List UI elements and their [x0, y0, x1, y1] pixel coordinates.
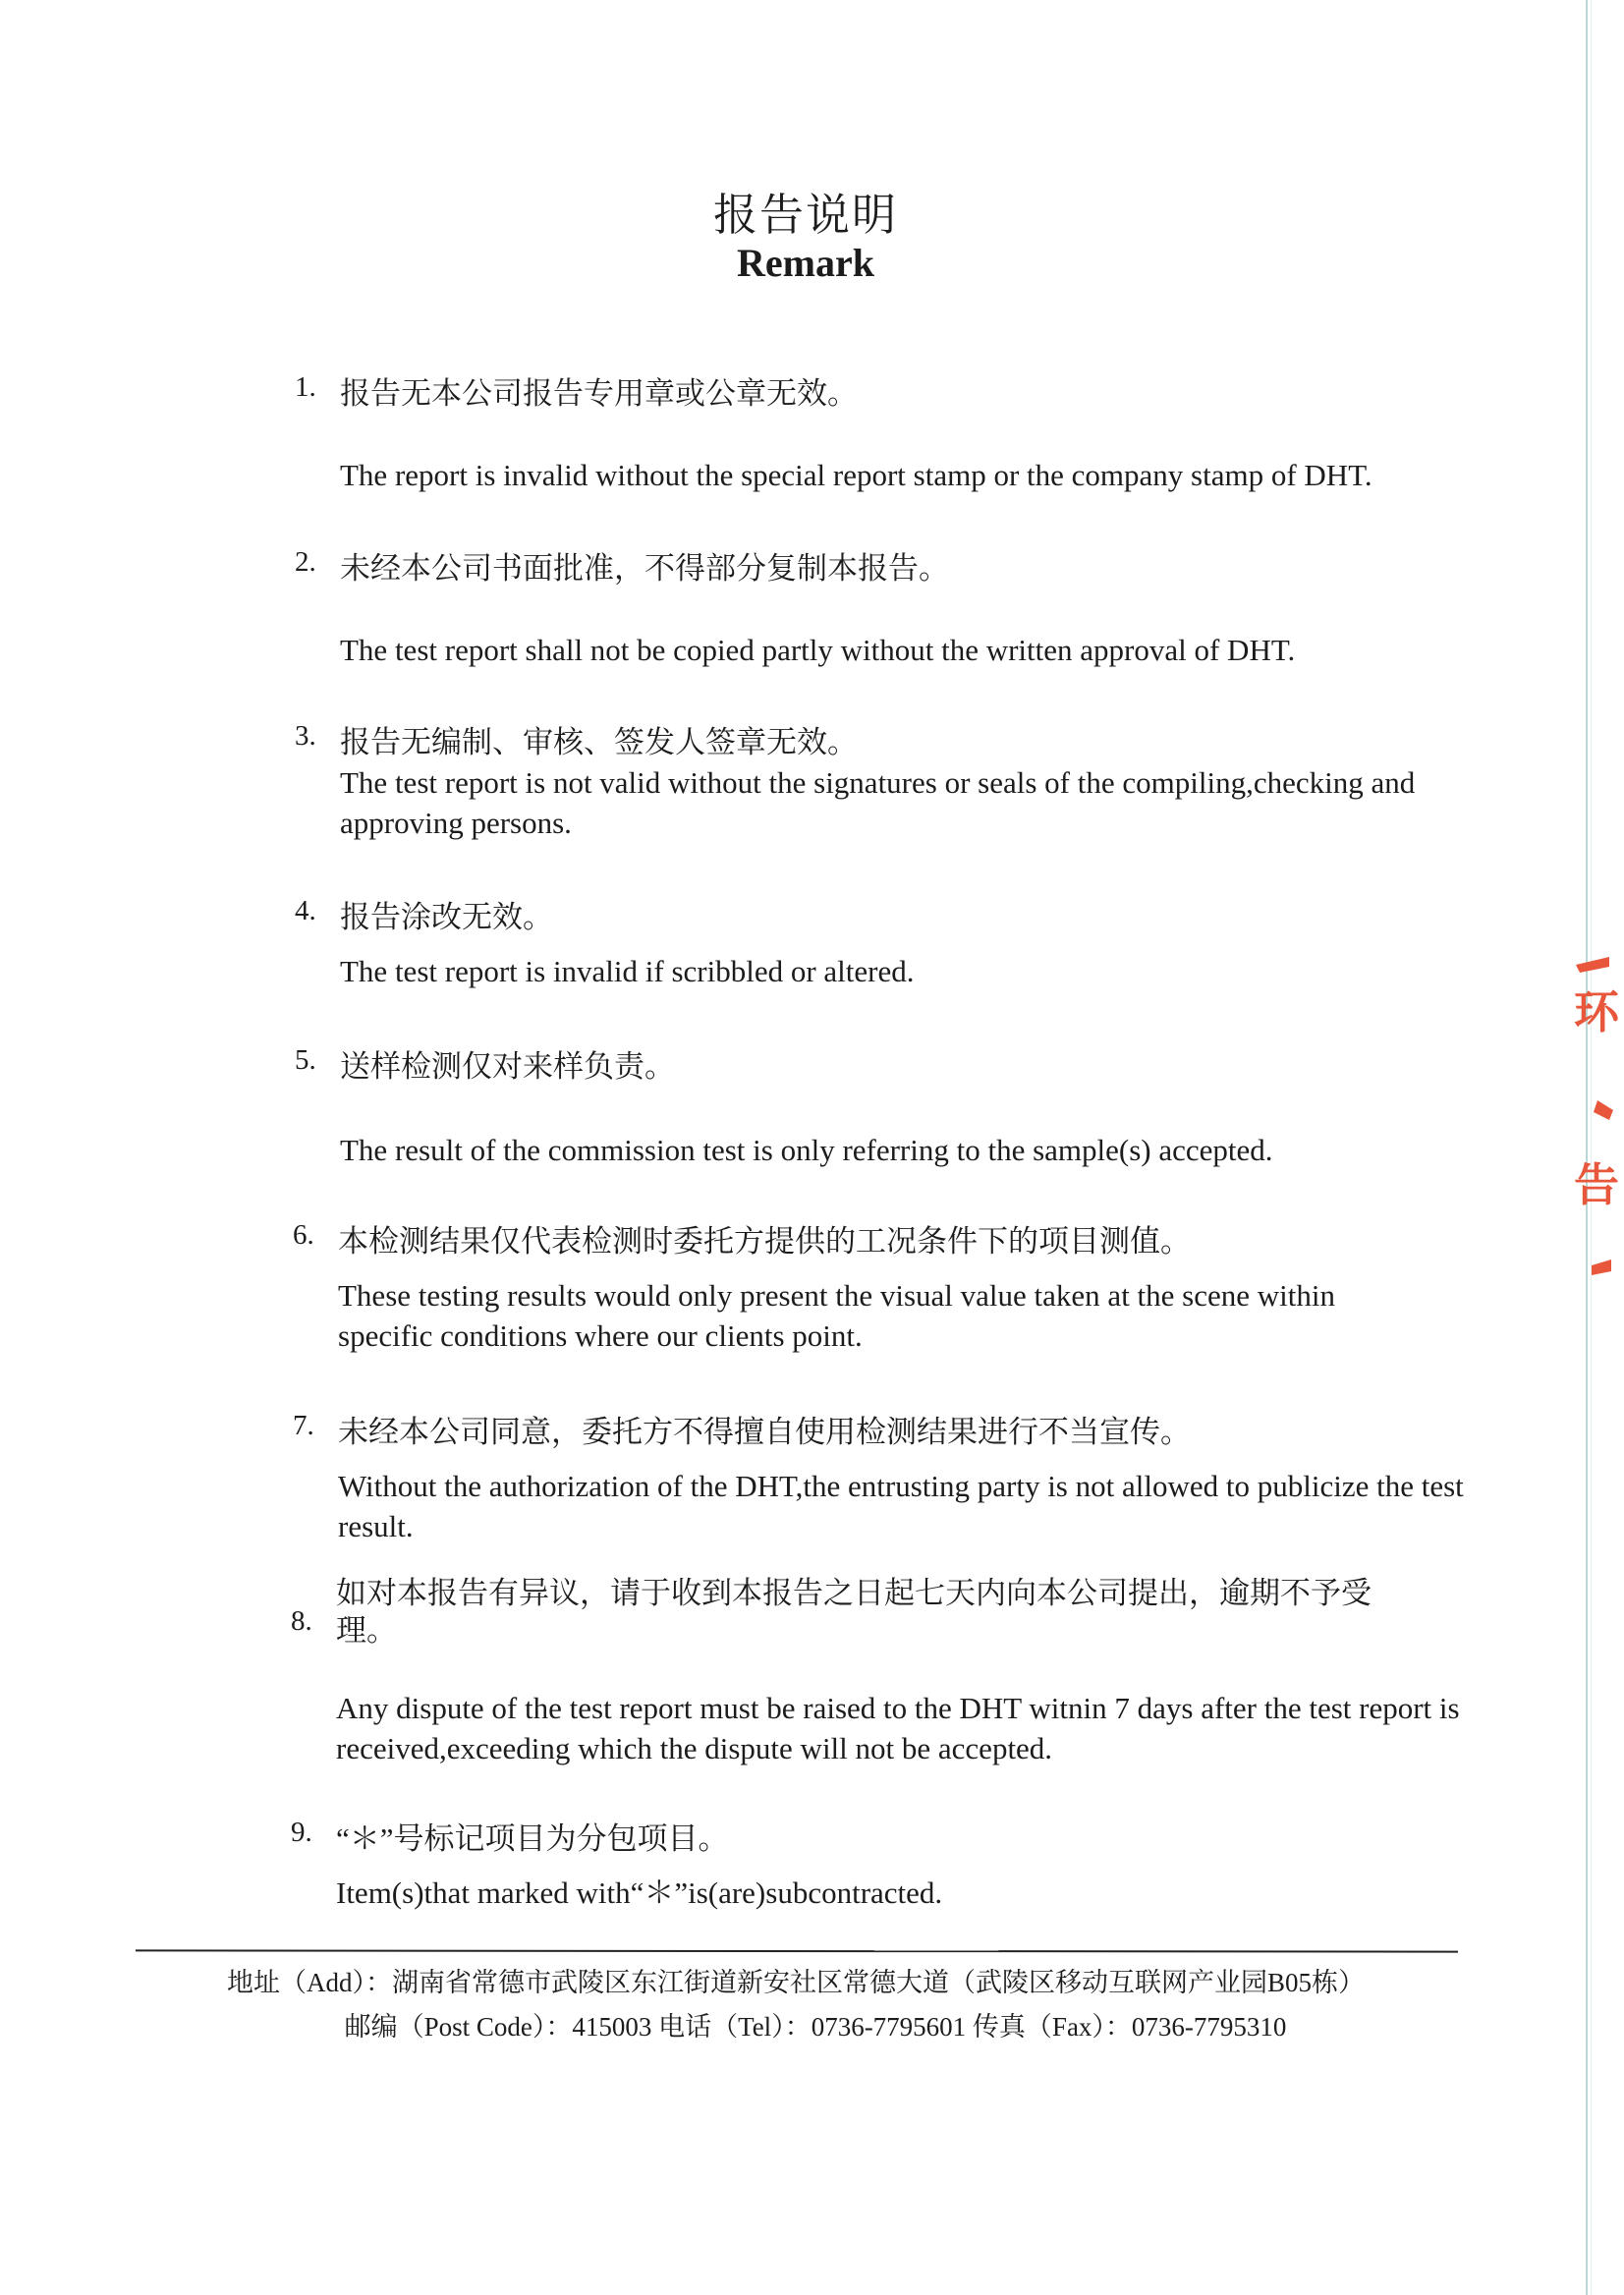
item-number: 1. — [295, 371, 316, 403]
item-text-english: The result of the commission test is only referring to the sample(s) accepted. — [340, 1133, 1273, 1167]
footer-divider — [136, 1949, 1458, 1952]
item-text-chinese: “＊”号标记项目为分包项目。 — [336, 1821, 729, 1856]
item-number: 8. — [291, 1605, 312, 1637]
item-text-english: The test report is invalid if scribbled or altered. — [340, 954, 915, 988]
item-text-chinese: 本检测结果仅代表检测时委托方提供的工况条件下的项目测值。 — [338, 1224, 1191, 1259]
item-number: 9. — [291, 1817, 312, 1848]
item-number: 7. — [293, 1410, 314, 1441]
stamp-character-bottom: 告 — [1574, 1158, 1619, 1211]
item-text-english: Item(s)that marked with“＊”is(are)subcontracted. — [336, 1875, 943, 1910]
item-text-english: The test report shall not be copied partly without the written approval of DHT. — [340, 633, 1296, 667]
item-text-chinese-line1: 如对本报告有异议，请于收到本报告之日起七天内向本公司提出，逾期不予受 — [336, 1576, 1372, 1610]
item-text-english: These testing results would only present the visual value taken at the scene within specific conditions where our clients point. — [338, 1278, 1335, 1353]
item-text-chinese-line2: 理。 — [336, 1613, 397, 1648]
partial-stamp-image — [1570, 953, 1619, 1287]
title-english: Remark — [737, 241, 874, 285]
footer-contact: 邮编（Post Code）：415003 电话（Tel）：0736-7795601 传真（Fax）：0736-7795310 — [344, 2012, 1287, 2042]
item-text-english: Any dispute of the test report must be raised to the DHT witnin 7 days after the test report is received,exceeding which the dispute will not be accepted. — [336, 1691, 1460, 1765]
item-text-english: The report is invalid without the special report stamp or the company stamp of DHT. — [340, 458, 1372, 492]
item-text-chinese: 送样检测仅对来样负责。 — [340, 1049, 675, 1084]
item-text-chinese: 报告涂改无效。 — [340, 900, 553, 934]
item-number: 5. — [295, 1044, 316, 1076]
item-text-english: The test report is not valid without the signatures or seals of the compiling,checking and approving persons. — [340, 765, 1416, 840]
item-number: 2. — [295, 546, 316, 578]
item-number: 6. — [293, 1219, 314, 1251]
item-text-english: Without the authorization of the DHT,the entrusting party is not allowed to publicize the test result. — [338, 1469, 1464, 1543]
stamp-character-top: 环 — [1574, 985, 1619, 1038]
item-text-chinese: 未经本公司书面批准，不得部分复制本报告。 — [340, 551, 949, 586]
item-text-chinese: 报告无本公司报告专用章或公章无效。 — [340, 376, 858, 411]
item-text-chinese: 未经本公司同意，委托方不得擅自使用检测结果进行不当宣传。 — [338, 1415, 1191, 1449]
item-text-chinese: 报告无编制、审核、签发人签章无效。 — [340, 725, 858, 759]
item-number: 3. — [295, 720, 316, 752]
title-chinese: 报告说明 — [712, 191, 898, 240]
item-number: 4. — [295, 895, 316, 926]
footer-address: 地址（Add）：湖南省常德市武陵区东江街道新安社区常德大道（武陵区移动互联网产业园B05栋） — [226, 1968, 1365, 1997]
